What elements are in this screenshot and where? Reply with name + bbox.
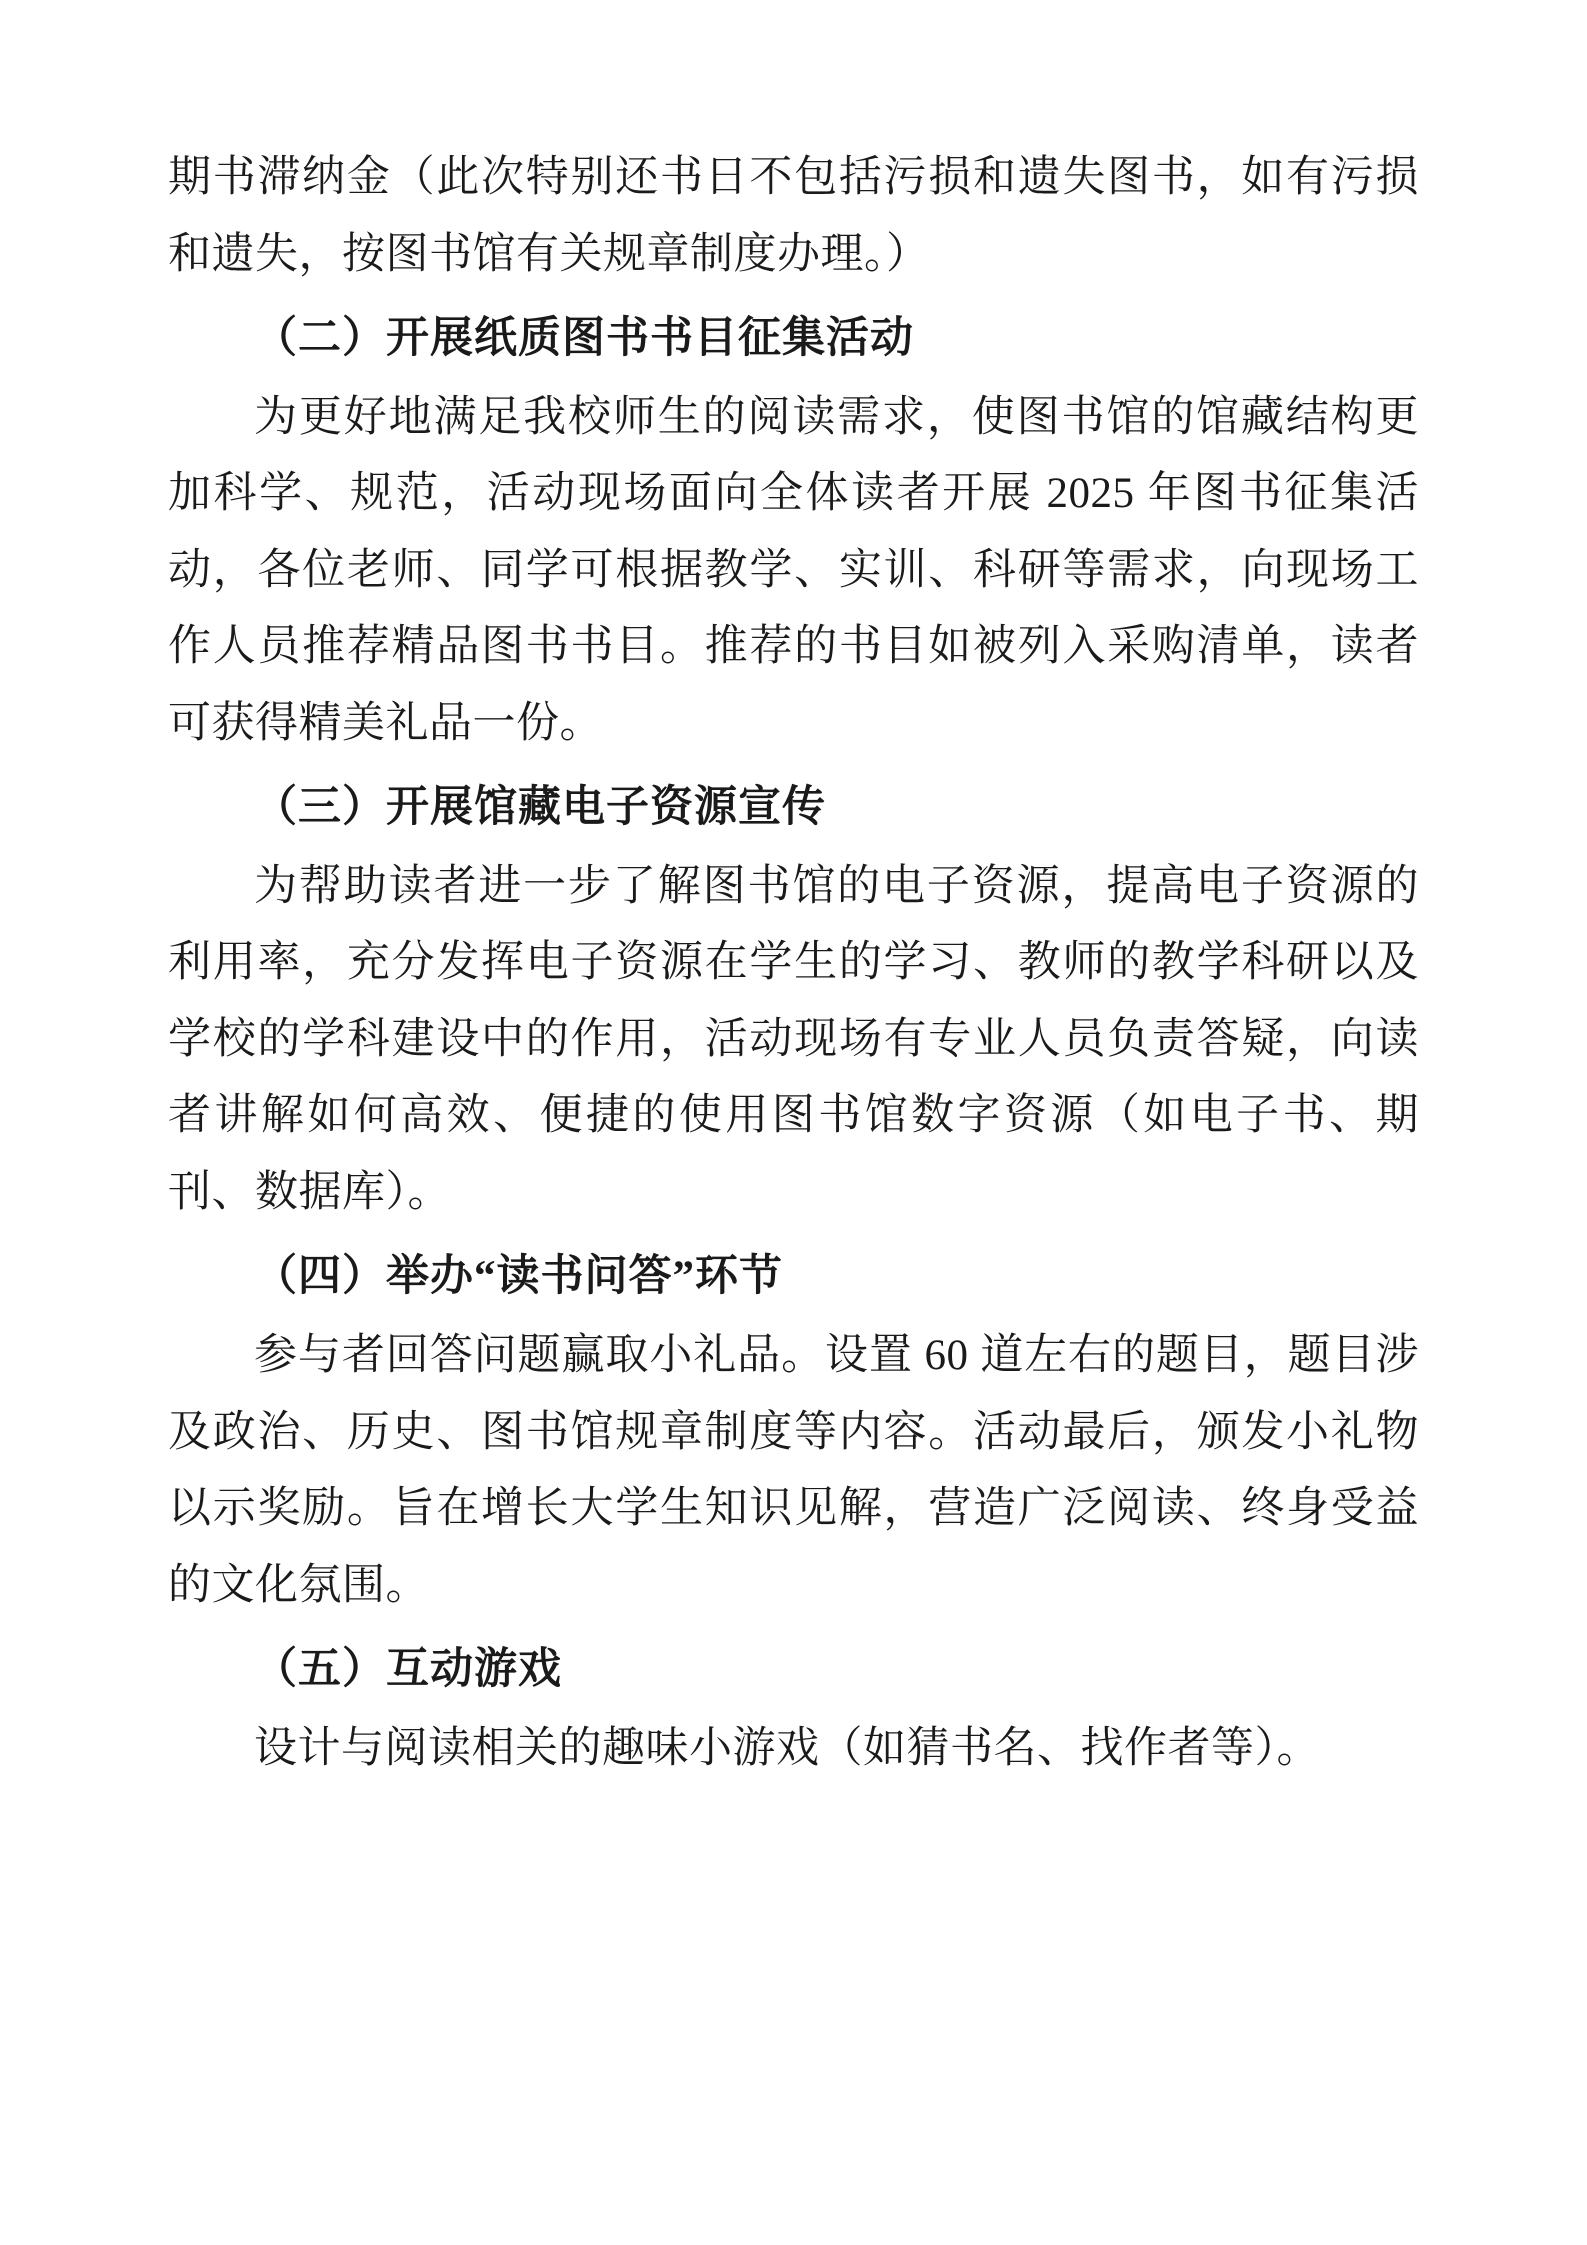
paragraph-eresource-promo: 为帮助读者进一步了解图书馆的电子资源，提高电子资源的利用率，充分发挥电子资源在学生的学习、教师的教学科研以及学校的学科建设中的作用，活动现场有专业人员负责答疑，向读者讲解如何高效、便捷的使用图书馆数字资源（如电子书、期刊、数据库）。 <box>168 862 1419 1216</box>
paragraph-reading-quiz: 参与者回答问题赢取小礼品。设置 60 道左右的题目，题目涉及政治、历史、图书馆规章制度等内容。活动最后，颁发小礼物以示奖励。旨在增长大学生知识见解，营造广泛阅读、终身受益的文化氛围。 <box>168 1331 1419 1609</box>
document-body <box>168 140 1419 1787</box>
paragraph-interactive-games: 设计与阅读相关的趣味小游戏（如猜书名、找作者等）。 <box>254 1724 1320 1772</box>
section-heading-two: （二）开展纸质图书书目征集活动 <box>254 315 914 363</box>
section-heading-four: （四）举办“读书问答”环节 <box>254 1253 783 1301</box>
section-heading-five: （五）互动游戏 <box>254 1646 562 1694</box>
paragraph-book-collection: 为更好地满足我校师生的阅读需求，使图书馆的馆藏结构更加科学、规范，活动现场面向全体读者开展 2025 年图书征集活动，各位老师、同学可根据教学、实训、科研等需求，向现场工作人员推荐精品图书书目。推荐的书目如被列入采购清单，读者可获得精美礼品一份。 <box>168 393 1419 747</box>
section-heading-three: （三）开展馆藏电子资源宣传 <box>254 784 826 832</box>
paragraph-continued: 期书滞纳金（此次特别还书日不包括污损和遗失图书，如有污损和遗失，按图书馆有关规章制度办理。） <box>168 154 1419 278</box>
